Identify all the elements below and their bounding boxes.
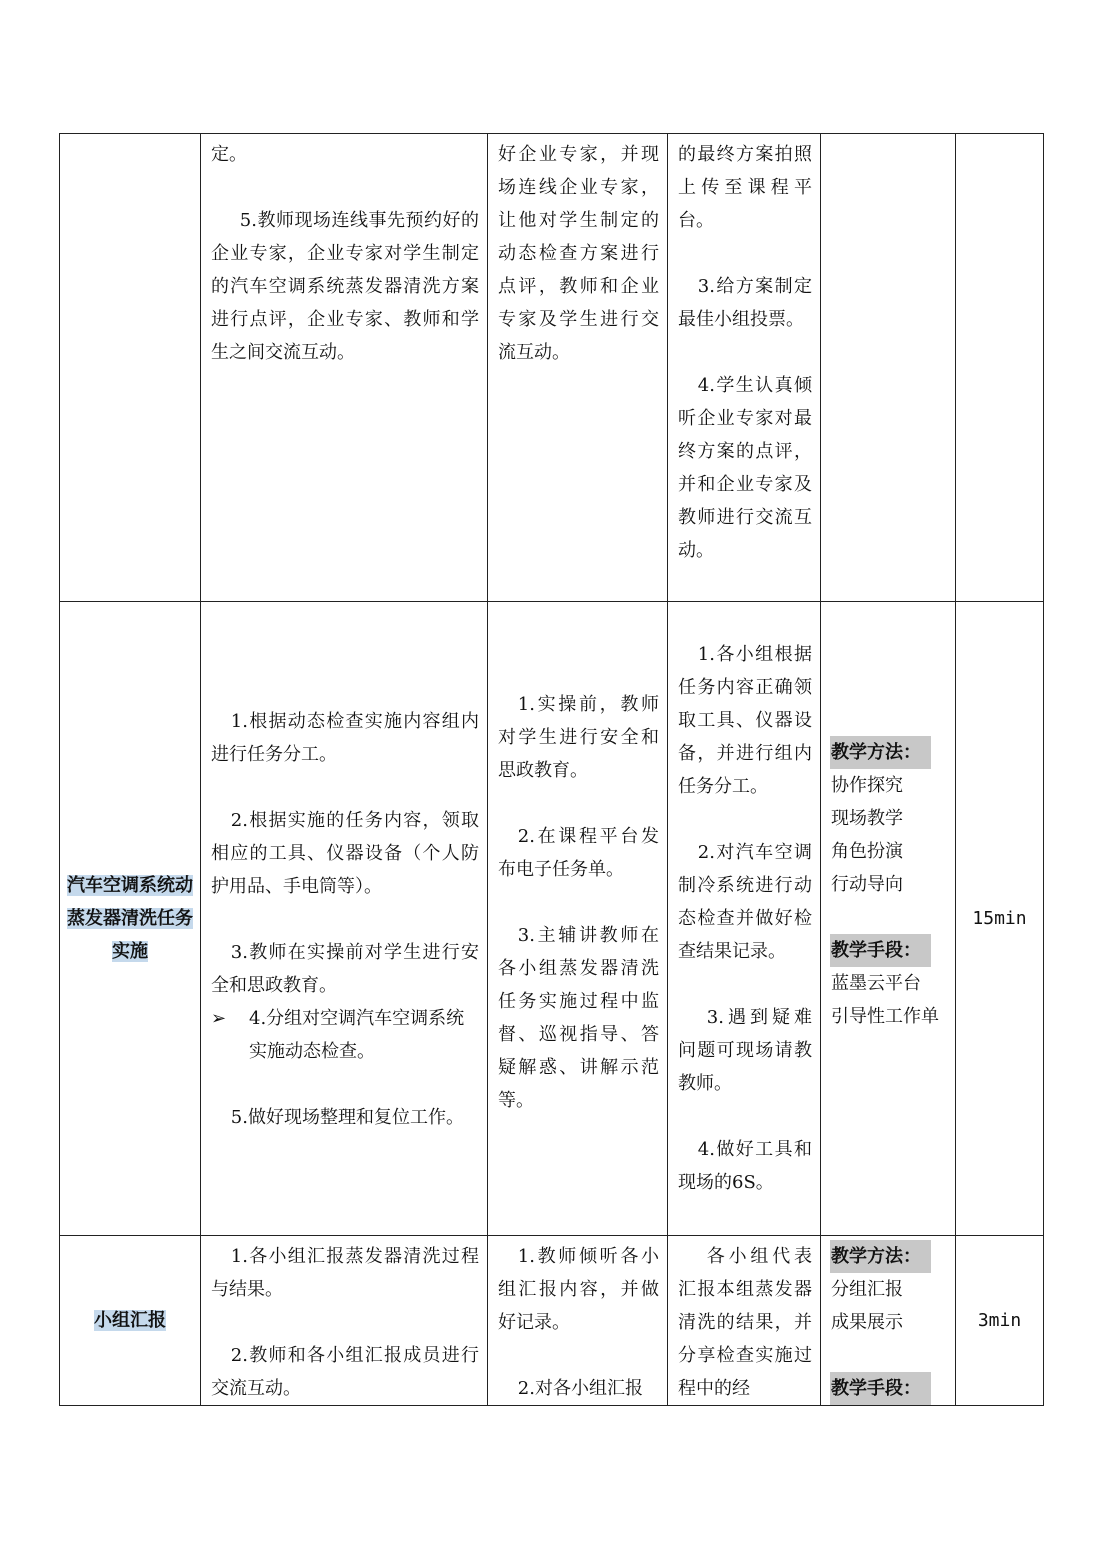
student-text: 各小组代表汇报本组蒸发器清洗的结果，并分享检查实施过程中的经 <box>678 1246 812 1399</box>
teacher-text: 1.教师倾听各小组汇报内容，并做好记录。 <box>498 1246 659 1333</box>
means-label: 教学手段： <box>830 1372 931 1405</box>
student-text: 4.学生认真倾听企业专家对最终方案的点评，并和企业专家及教师进行交流互动。 <box>678 375 812 561</box>
content-text: 2.根据实施的任务内容，领取相应的工具、仪器设备（个人防护用品、手电筒等）。 <box>211 810 479 897</box>
means-item: 蓝墨云平台 <box>831 973 921 994</box>
content-text: 3.教师在实操前对学生进行安全和思政教育。 <box>211 942 479 996</box>
time-cell <box>956 1236 1044 1406</box>
content-text: 1.各小组汇报蒸发器清洗过程与结果。 <box>211 1246 479 1300</box>
method-cell <box>821 1236 956 1406</box>
student-text: 1.各小组根据任务内容正确领取工具、仪器设备，并进行组内任务分工。 <box>678 644 812 797</box>
content-cell <box>201 602 488 1236</box>
time-cell <box>956 134 1044 602</box>
content-cell <box>201 134 488 602</box>
method-cell <box>821 602 956 1236</box>
table-row <box>60 1236 1044 1406</box>
content-text: 4.分组对空调汽车空调系统实施动态检查。 <box>249 1008 465 1062</box>
table-row <box>60 134 1044 602</box>
stage-cell <box>60 134 201 602</box>
stage-cell <box>60 1236 201 1406</box>
content-cell <box>201 1236 488 1406</box>
teacher-text: 3.主辅讲教师在各小组蒸发器清洗任务实施过程中监督、巡视指导、答疑解惑、讲解示范等。 <box>498 925 659 1111</box>
method-item: 行动导向 <box>831 874 903 895</box>
student-activity-cell <box>668 134 821 602</box>
means-label: 教学手段： <box>830 934 931 967</box>
teacher-text: 好企业专家，并现场连线企业专家，让他对学生制定的动态检查方案进行点评，教师和企业专家及学生进行交流互动。 <box>498 144 659 363</box>
teacher-activity-cell <box>488 1236 668 1406</box>
means-item: 引导性工作单 <box>831 1006 939 1027</box>
content-text: 5.教师现场连线事先预约好的企业专家，企业专家对学生制定的汽车空调系统蒸发器清洗方案进行点评，企业专家、教师和学生之间交流互动。 <box>211 210 479 363</box>
time-cell <box>956 602 1044 1236</box>
stage-title: 汽车空调系统动蒸发器清洗任务实施 <box>67 875 193 962</box>
student-text: 的最终方案拍照上传至课程平台。 <box>678 144 812 231</box>
content-text: 5.做好现场整理和复位工作。 <box>230 1107 464 1128</box>
student-text: 3.遇到疑难问题可现场请教教师。 <box>678 1007 812 1094</box>
teacher-activity-cell <box>488 134 668 602</box>
method-item: 分组汇报 <box>831 1279 903 1300</box>
teacher-text: 2.在课程平台发布电子任务单。 <box>498 826 659 880</box>
student-text: 4.做好工具和现场的6S。 <box>678 1139 812 1193</box>
method-item: 协作探究 <box>831 775 903 796</box>
teacher-text: 1.实操前，教师对学生进行安全和思政教育。 <box>498 694 659 781</box>
method-label: 教学方法： <box>830 1240 931 1273</box>
content-text: 2.教师和各小组汇报成员进行交流互动。 <box>211 1345 479 1399</box>
student-activity-cell <box>668 602 821 1236</box>
method-cell <box>821 134 956 602</box>
stage-cell <box>60 602 201 1236</box>
duration-text: 15min <box>972 908 1027 929</box>
content-text: 定。 <box>211 144 247 165</box>
duration-text: 3min <box>977 1310 1022 1331</box>
student-text: 3.给方案制定最佳小组投票。 <box>678 276 812 330</box>
teacher-text: 2.对各小组汇报 <box>517 1378 643 1399</box>
arrow-bullet-icon: ➢ <box>211 1008 227 1029</box>
student-activity-cell <box>668 1236 821 1406</box>
teacher-activity-cell <box>488 602 668 1236</box>
method-item: 角色扮演 <box>831 841 903 862</box>
lesson-plan-table <box>59 133 1044 1406</box>
stage-title: 小组汇报 <box>94 1310 166 1331</box>
content-text: 1.根据动态检查实施内容组内进行任务分工。 <box>211 711 479 765</box>
table-row <box>60 602 1044 1236</box>
method-item: 成果展示 <box>831 1312 903 1333</box>
student-text: 2.对汽车空调制冷系统进行动态检查并做好检查结果记录。 <box>678 842 812 962</box>
bullet-item <box>211 1002 479 1068</box>
method-label: 教学方法： <box>830 736 931 769</box>
method-item: 现场教学 <box>831 808 903 829</box>
